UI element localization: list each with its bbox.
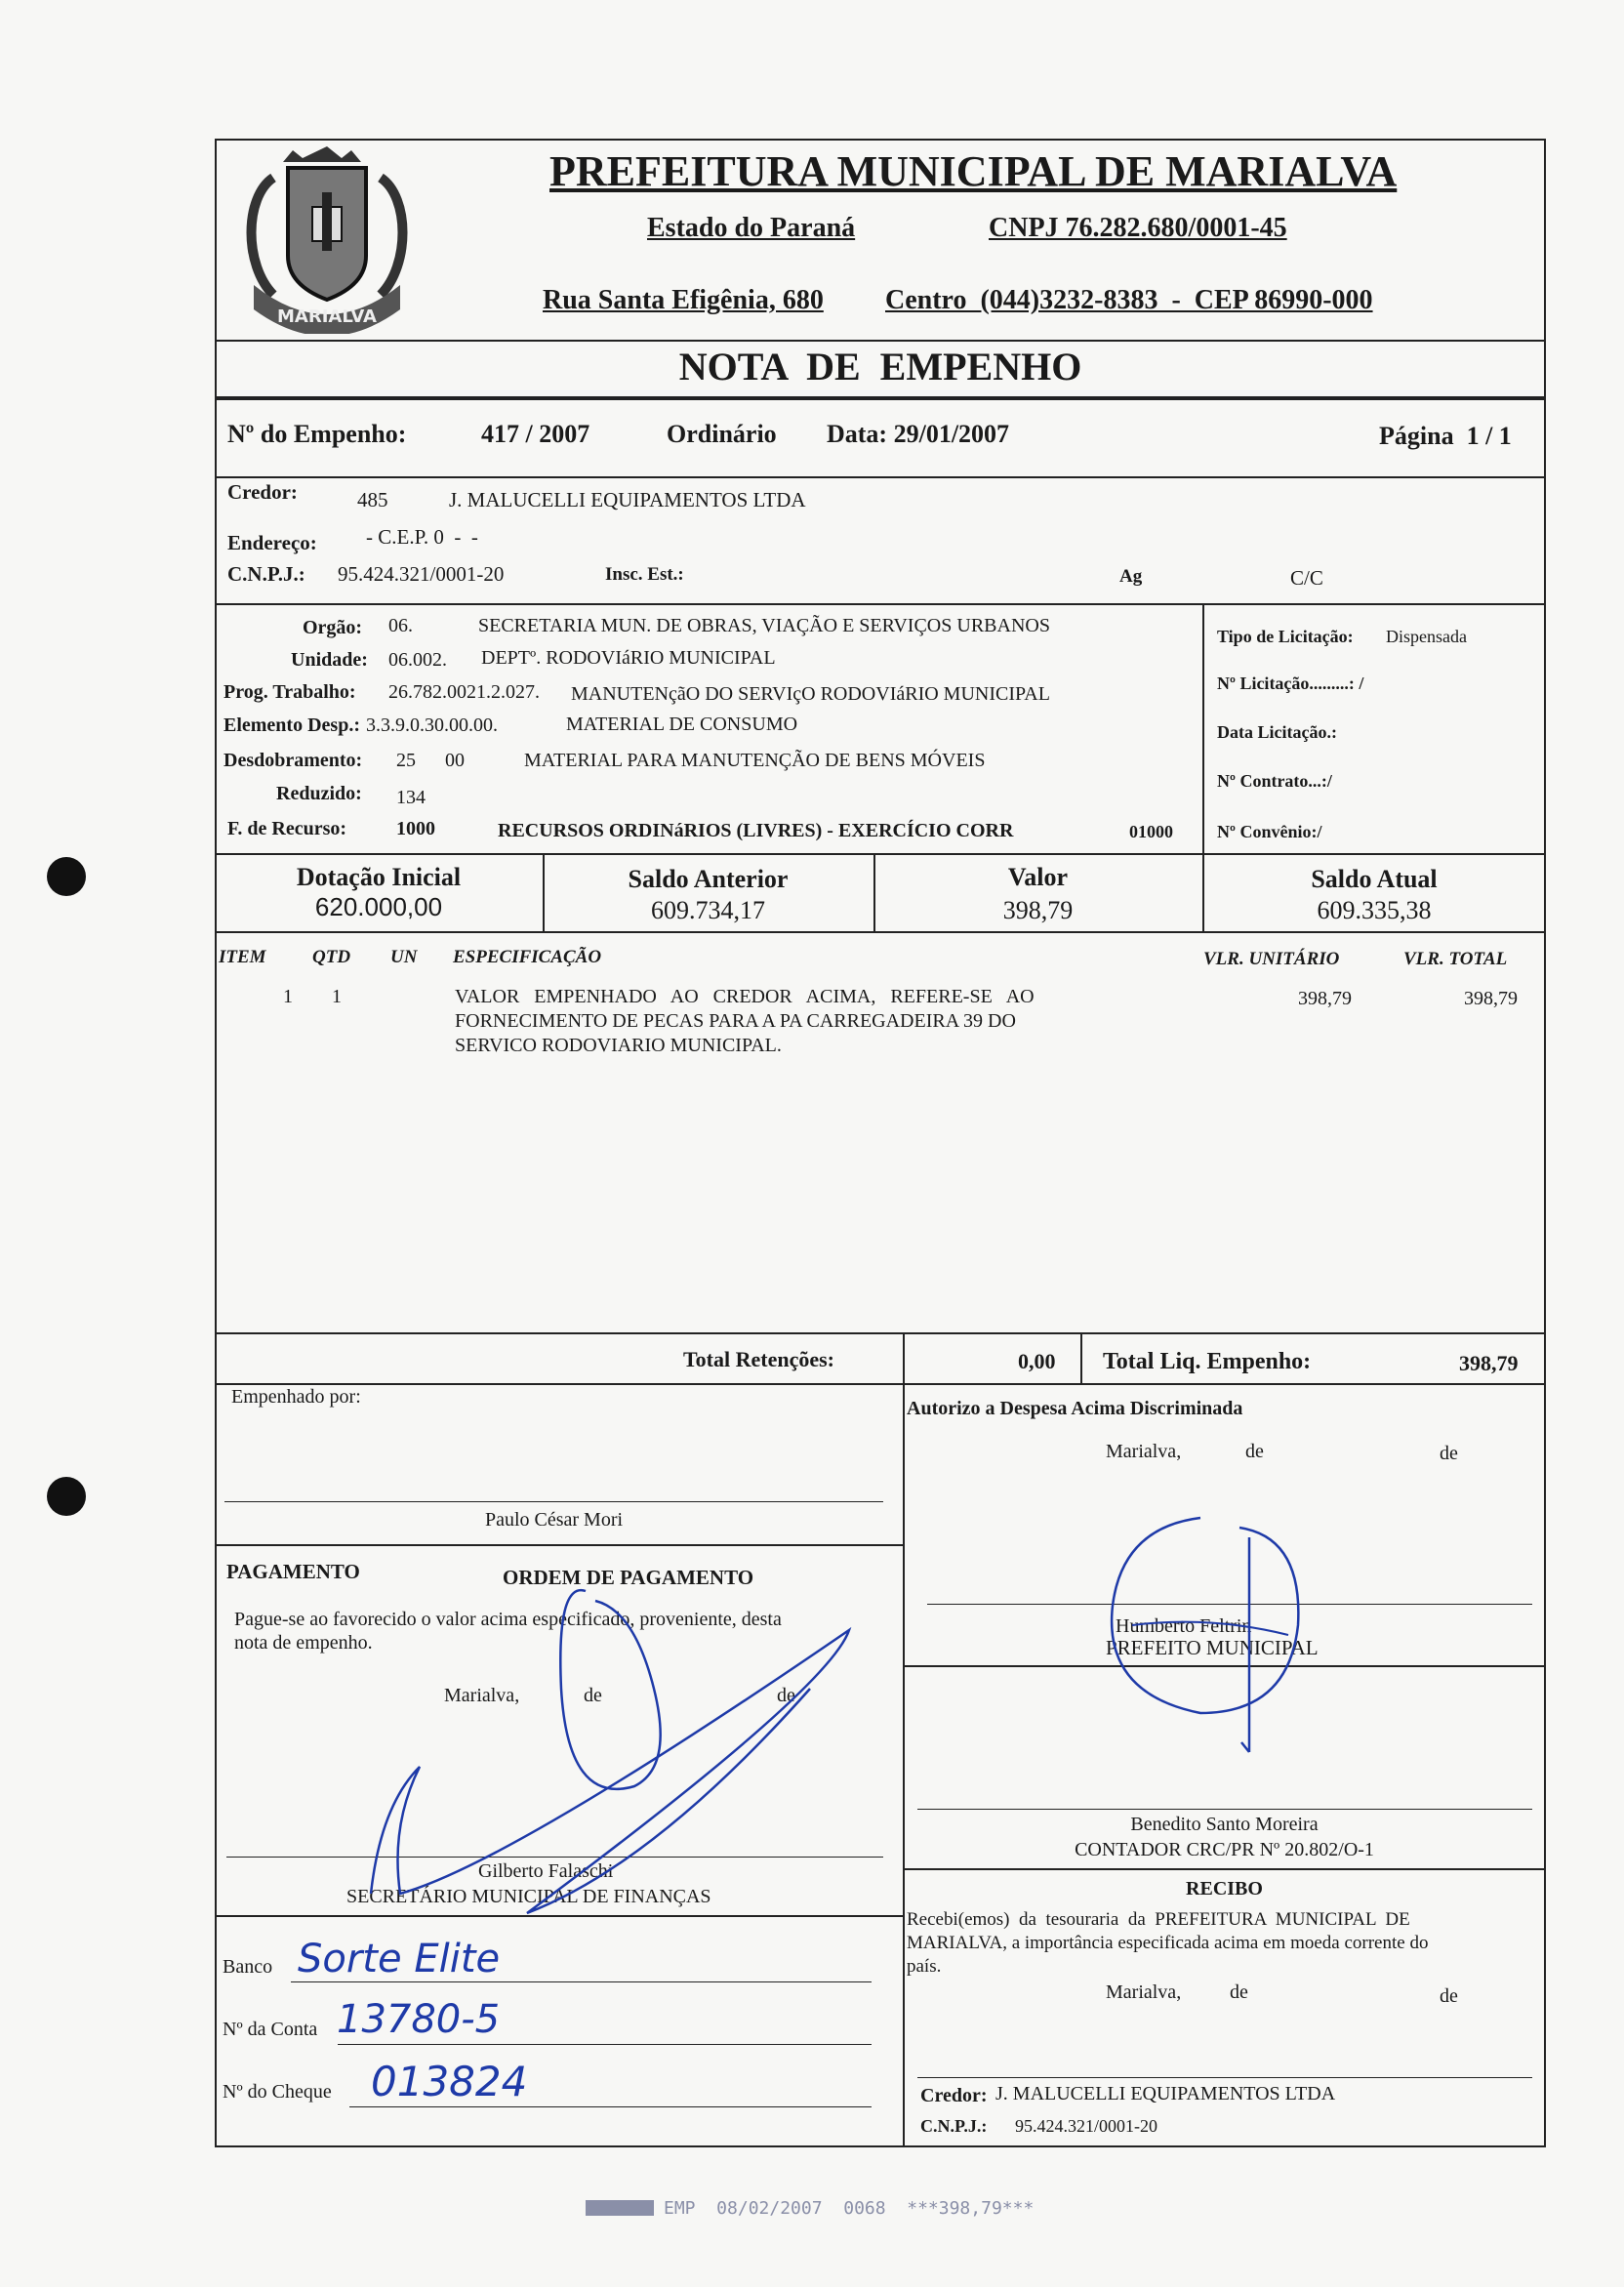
saldo-anterior-value: 609.734,17: [651, 896, 765, 924]
cnpj-label: C.N.P.J.:: [227, 562, 305, 586]
col-vlr-unitario: VLR. UNITÁRIO: [1203, 949, 1340, 969]
unidade-code: 06.002.: [388, 649, 447, 671]
pagamento-text: nota de empenho.: [234, 1632, 373, 1654]
licitacao-tipo: Dispensada: [1386, 627, 1467, 646]
ag-label: Ag: [1119, 566, 1143, 587]
prefeito-signature: [1093, 1508, 1308, 1762]
contador-title: CONTADOR CRC/PR Nº 20.802/O-1: [1075, 1839, 1374, 1860]
item-number: 1: [283, 986, 293, 1007]
recibo-place: Marialva,: [1106, 1981, 1182, 2003]
col-especificacao: ESPECIFICAÇÃO: [453, 947, 602, 967]
header-contact: Centro (044)3232-8383 - CEP 86990-000: [885, 285, 1373, 315]
prog-label: Prog. Trabalho:: [223, 681, 356, 703]
item-desc-line: VALOR EMPENHADO AO CREDOR ACIMA, REFERE-SE AO: [455, 986, 1035, 1007]
dotacao-inicial-value: 620.000,00: [314, 892, 443, 921]
elemento-code: 3.3.9.0.30.00.00.: [366, 715, 498, 736]
header-cnpj: CNPJ 76.282.680/0001-45: [989, 213, 1287, 243]
total-liq-value: 398,79: [1459, 1351, 1519, 1375]
contador-name: Benedito Santo Moreira: [1130, 1814, 1319, 1835]
contrato: Nº Contrato...:/: [1217, 771, 1332, 791]
item-desc-line: FORNECIMENTO DE PECAS PARA A PA CARREGADEIRA 39 DO: [455, 1010, 1016, 1032]
empenho-type: Ordinário: [667, 420, 777, 448]
divider: [215, 603, 1546, 605]
cheque-label: Nº do Cheque: [223, 2081, 332, 2103]
recibo-text: país.: [907, 1956, 942, 1977]
divider: [215, 396, 1546, 400]
orgao-code: 06.: [388, 615, 413, 636]
prog-code: 26.782.0021.2.027.: [388, 681, 540, 703]
desdob-label: Desdobramento:: [223, 750, 363, 771]
municipal-seal-icon: [234, 139, 420, 334]
cheque-line: [349, 2106, 872, 2107]
recurso-code2: 01000: [1129, 822, 1173, 841]
credor-label: Credor:: [227, 480, 298, 504]
secretario-signature: [361, 1572, 869, 1923]
elemento-value: MATERIAL DE CONSUMO: [566, 714, 798, 735]
total-retencoes-value: 0,00: [1018, 1349, 1056, 1373]
item-unit-price: 398,79: [1298, 988, 1352, 1009]
recurso-value: RECURSOS ORDINáRIOS (LIVRES) - EXERCÍCIO CORR: [498, 820, 1014, 841]
empenho-number: 417 / 2007: [481, 420, 590, 448]
divider: [903, 1332, 905, 1383]
conta-line: [338, 2044, 872, 2045]
secretario-name: Gilberto Falaschi: [478, 1860, 614, 1882]
divider: [215, 476, 1546, 478]
recibo-cnpj: 95.424.321/0001-20: [1015, 2116, 1157, 2136]
divider: [1202, 603, 1204, 853]
recurso-label: F. de Recurso:: [227, 818, 347, 839]
unidade-label: Unidade:: [291, 649, 368, 671]
saldo-atual-value: 609.335,38: [1317, 896, 1432, 924]
saldo-anterior-label: Saldo Anterior: [628, 865, 789, 893]
col-vlr-total: VLR. TOTAL: [1403, 949, 1508, 969]
divider: [903, 1868, 1546, 1870]
divider: [215, 1383, 1546, 1385]
ordem-pagamento-label: ORDEM DE PAGAMENTO: [503, 1566, 754, 1589]
recibo-text: Recebi(emos) da tesouraria da PREFEITURA MUNICIPAL DE: [907, 1909, 1410, 1930]
credor-code: 485: [357, 488, 388, 511]
convenio: Nº Convênio:/: [1217, 822, 1322, 841]
endereco-value: - C.E.P. 0 - -: [366, 525, 478, 549]
insc-label: Insc. Est.:: [605, 564, 684, 585]
autorizo-label: Autorizo a Despesa Acima Discriminada: [907, 1398, 1243, 1419]
empenho-label: Nº do Empenho:: [227, 420, 407, 448]
signature-line: [224, 1501, 883, 1502]
divider: [215, 340, 1546, 342]
banco-line: [291, 1981, 872, 1982]
prefeito-title: PREFEITO MUNICIPAL: [1106, 1636, 1319, 1659]
recibo-de: de: [1230, 1981, 1248, 2003]
divider: [215, 853, 1546, 855]
seal-text: MARIALVA: [277, 306, 377, 327]
cc-label: C/C: [1290, 566, 1323, 590]
licitacao-data: Data Licitação.:: [1217, 722, 1337, 742]
total-liq-label: Total Liq. Empenho:: [1103, 1349, 1312, 1374]
autorizo-de: de: [1440, 1443, 1458, 1464]
cnpj-value: 95.424.321/0001-20: [338, 562, 505, 586]
valor-value: 398,79: [1002, 896, 1074, 924]
recurso-code: 1000: [396, 818, 435, 839]
recibo-title: RECIBO: [1186, 1878, 1263, 1899]
recibo-credor-label: Credor:: [920, 2085, 988, 2106]
pagamento-label: PAGAMENTO: [226, 1560, 360, 1583]
conta-value[interactable]: 13780-5: [337, 1997, 501, 2042]
pagamento-de: de: [777, 1685, 795, 1706]
desdob-code2: 00: [445, 750, 465, 771]
desdob-code1: 25: [396, 750, 416, 771]
recibo-cnpj-label: C.N.P.J.:: [920, 2116, 988, 2136]
recibo-credor: J. MALUCELLI EQUIPAMENTOS LTDA: [995, 2083, 1336, 2104]
page-number: Página 1 / 1: [1379, 422, 1512, 450]
reduzido-value: 134: [396, 787, 426, 808]
autorizo-place: Marialva,: [1106, 1441, 1182, 1462]
empenho-date: Data: 29/01/2007: [827, 420, 1010, 448]
cheque-value[interactable]: 013824: [371, 2058, 528, 2105]
col-qtd: QTD: [312, 947, 351, 967]
banco-label: Banco: [223, 1956, 273, 1978]
conta-label: Nº da Conta: [223, 2019, 318, 2040]
empenhado-label: Empenhado por:: [231, 1386, 361, 1408]
divider: [1080, 1332, 1082, 1383]
recibo-text: MARIALVA, a importância especificada acima em moeda corrente do: [907, 1933, 1429, 1953]
divider: [215, 1332, 1546, 1334]
pagamento-de: de: [584, 1685, 602, 1706]
signature-line: [917, 2077, 1532, 2078]
licitacao-tipo-label: Tipo de Licitação:: [1217, 627, 1354, 646]
divider: [215, 1544, 903, 1546]
header-state: Estado do Paraná: [647, 213, 856, 243]
punch-hole: [47, 857, 86, 896]
col-un: UN: [390, 947, 418, 967]
desdob-value: MATERIAL PARA MANUTENÇÃO DE BENS MÓVEIS: [524, 750, 986, 771]
header-title: PREFEITURA MUNICIPAL DE MARIALVA: [549, 147, 1398, 195]
header-address: Rua Santa Efigênia, 680: [543, 285, 824, 315]
pagamento-text: Pague-se ao favorecido o valor acima especificado, proveniente, desta: [234, 1609, 782, 1630]
punch-hole: [47, 1477, 86, 1516]
doc-title: NOTA DE EMPENHO: [678, 345, 1082, 388]
prefeito-name: Humberto Feltrin: [1116, 1615, 1252, 1637]
empenhado-name: Paulo César Mori: [484, 1509, 624, 1531]
divider: [215, 931, 1546, 933]
divider: [903, 1383, 905, 2147]
pagamento-place: Marialva,: [444, 1685, 520, 1706]
saldo-atual-label: Saldo Atual: [1311, 865, 1438, 893]
valor-label: Valor: [1007, 863, 1069, 891]
licitacao-numero: Nº Licitação.........: /: [1217, 674, 1364, 693]
endereco-label: Endereço:: [227, 531, 317, 554]
autorizo-de: de: [1245, 1441, 1264, 1462]
col-item: ITEM: [219, 947, 266, 967]
recibo-de: de: [1440, 1985, 1458, 2007]
unidade-value: DEPTº. RODOVIáRIO MUNICIPAL: [481, 647, 776, 669]
orgao-label: Orgão:: [303, 617, 363, 638]
processing-stamp: EMP 08/02/2007 0068 ***398,79***: [664, 2198, 1035, 2219]
banco-value[interactable]: Sorte Elite: [298, 1937, 501, 1981]
signature-line: [917, 1809, 1532, 1810]
secretario-title: SECRETÁRIO MUNICIPAL DE FINANÇAS: [346, 1886, 711, 1907]
total-retencoes-label: Total Retenções:: [683, 1347, 834, 1371]
item-desc-line: SERVICO RODOVIARIO MUNICIPAL.: [455, 1035, 782, 1056]
stamp-mark-icon: [586, 2200, 654, 2216]
credor-name: J. MALUCELLI EQUIPAMENTOS LTDA: [449, 488, 806, 511]
elemento-label: Elemento Desp.:: [223, 715, 360, 736]
orgao-value: SECRETARIA MUN. DE OBRAS, VIAÇÃO E SERVIÇOS URBANOS: [478, 615, 1050, 636]
prog-value: MANUTENçãO DO SERVIçO RODOVIáRIO MUNICIPAL: [571, 683, 1050, 705]
dotacao-inicial-label: Dotação Inicial: [296, 863, 462, 891]
reduzido-label: Reduzido:: [276, 783, 362, 804]
item-total: 398,79: [1464, 988, 1518, 1009]
item-qtd: 1: [332, 986, 342, 1007]
